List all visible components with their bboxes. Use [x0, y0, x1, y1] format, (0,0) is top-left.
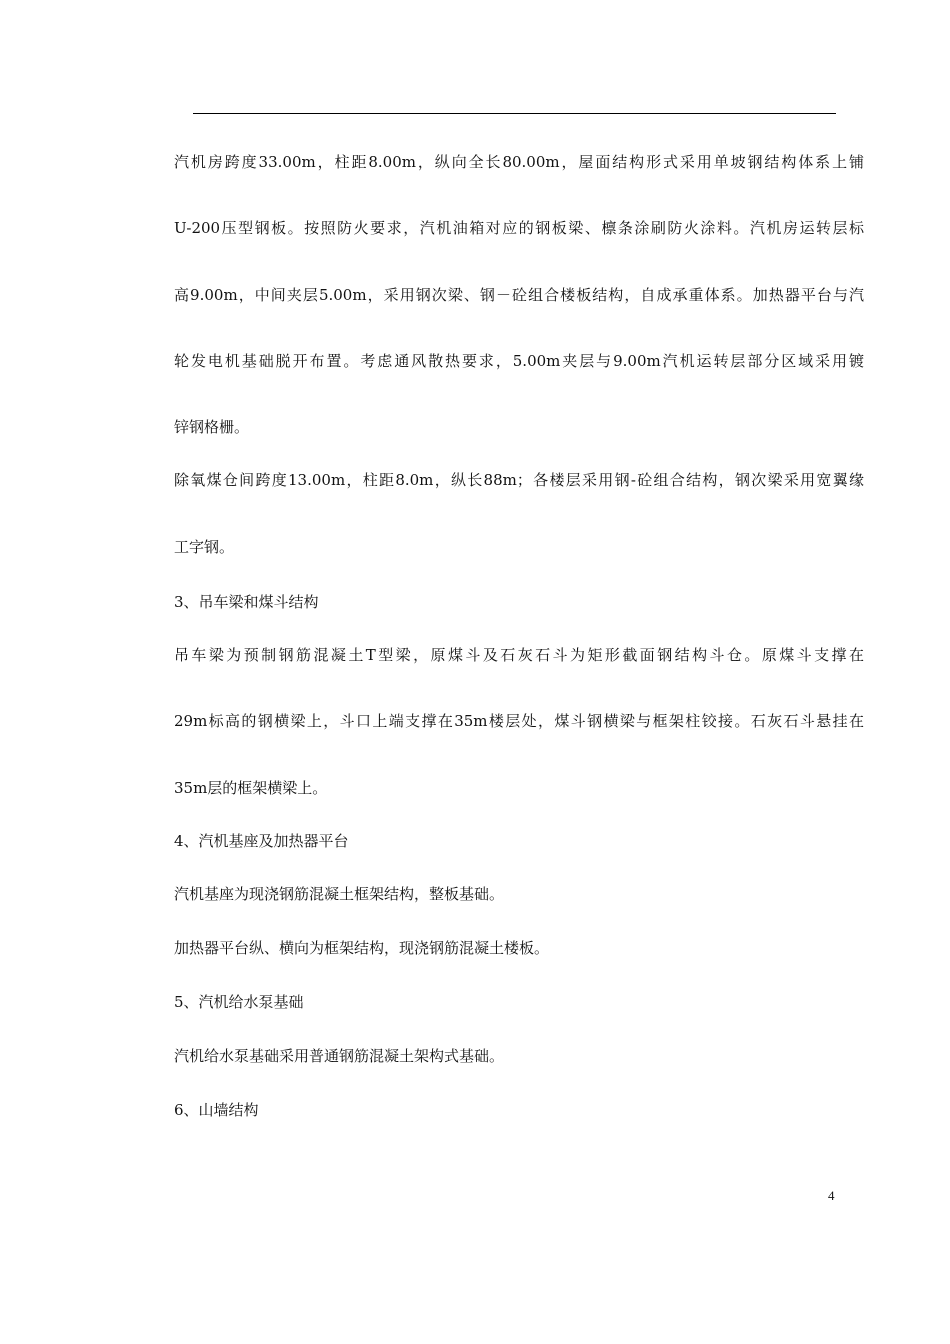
paragraph-line: 汽机房跨度33.00m，柱距8.00m，纵向全长80.00m，屋面结构形式采用单坡钢结构体系上铺 — [174, 153, 864, 171]
paragraph-line: U-200压型钢板。按照防火要求，汽机油箱对应的钢板梁、檩条涂刷防火涂料。汽机房运转层标 — [174, 219, 864, 237]
paragraph-line: 加热器平台纵、横向为框架结构，现浇钢筋混凝土楼板。 — [174, 939, 550, 957]
section-heading: 4、汽机基座及加热器平台 — [174, 832, 349, 850]
paragraph-line: 吊车梁为预制钢筋混凝土T型梁，原煤斗及石灰石斗为矩形截面钢结构斗仓。原煤斗支撑在 — [174, 646, 864, 664]
page-number: 4 — [828, 1188, 835, 1203]
paragraph-line: 锌钢格栅。 — [174, 418, 250, 436]
section-heading: 6、山墙结构 — [174, 1101, 259, 1119]
header-rule — [193, 113, 836, 114]
section-heading: 5、汽机给水泵基础 — [174, 993, 304, 1011]
paragraph-line: 轮发电机基础脱开布置。考虑通风散热要求，5.00m夹层与9.00m汽机运转层部分区域采用镀 — [174, 352, 864, 370]
paragraph-line: 高9.00m，中间夹层5.00m，采用钢次梁、钢－砼组合楼板结构，自成承重体系。加热器平台与汽 — [174, 286, 864, 304]
section-heading: 3、吊车梁和煤斗结构 — [174, 593, 319, 611]
paragraph-line: 汽机基座为现浇钢筋混凝土框架结构，整板基础。 — [174, 885, 505, 903]
paragraph-line: 除氧煤仓间跨度13.00m，柱距8.0m，纵长88m；各楼层采用钢-砼组合结构，钢次梁采用宽翼缘 — [174, 471, 864, 489]
paragraph-line: 汽机给水泵基础采用普通钢筋混凝土架构式基础。 — [174, 1047, 505, 1065]
paragraph-line: 29m标高的钢横梁上，斗口上端支撑在35m楼层处，煤斗钢横梁与框架柱铰接。石灰石斗悬挂在 — [174, 712, 864, 730]
paragraph-line: 工字钢。 — [174, 538, 235, 556]
paragraph-line: 35m层的框架横梁上。 — [174, 779, 328, 797]
